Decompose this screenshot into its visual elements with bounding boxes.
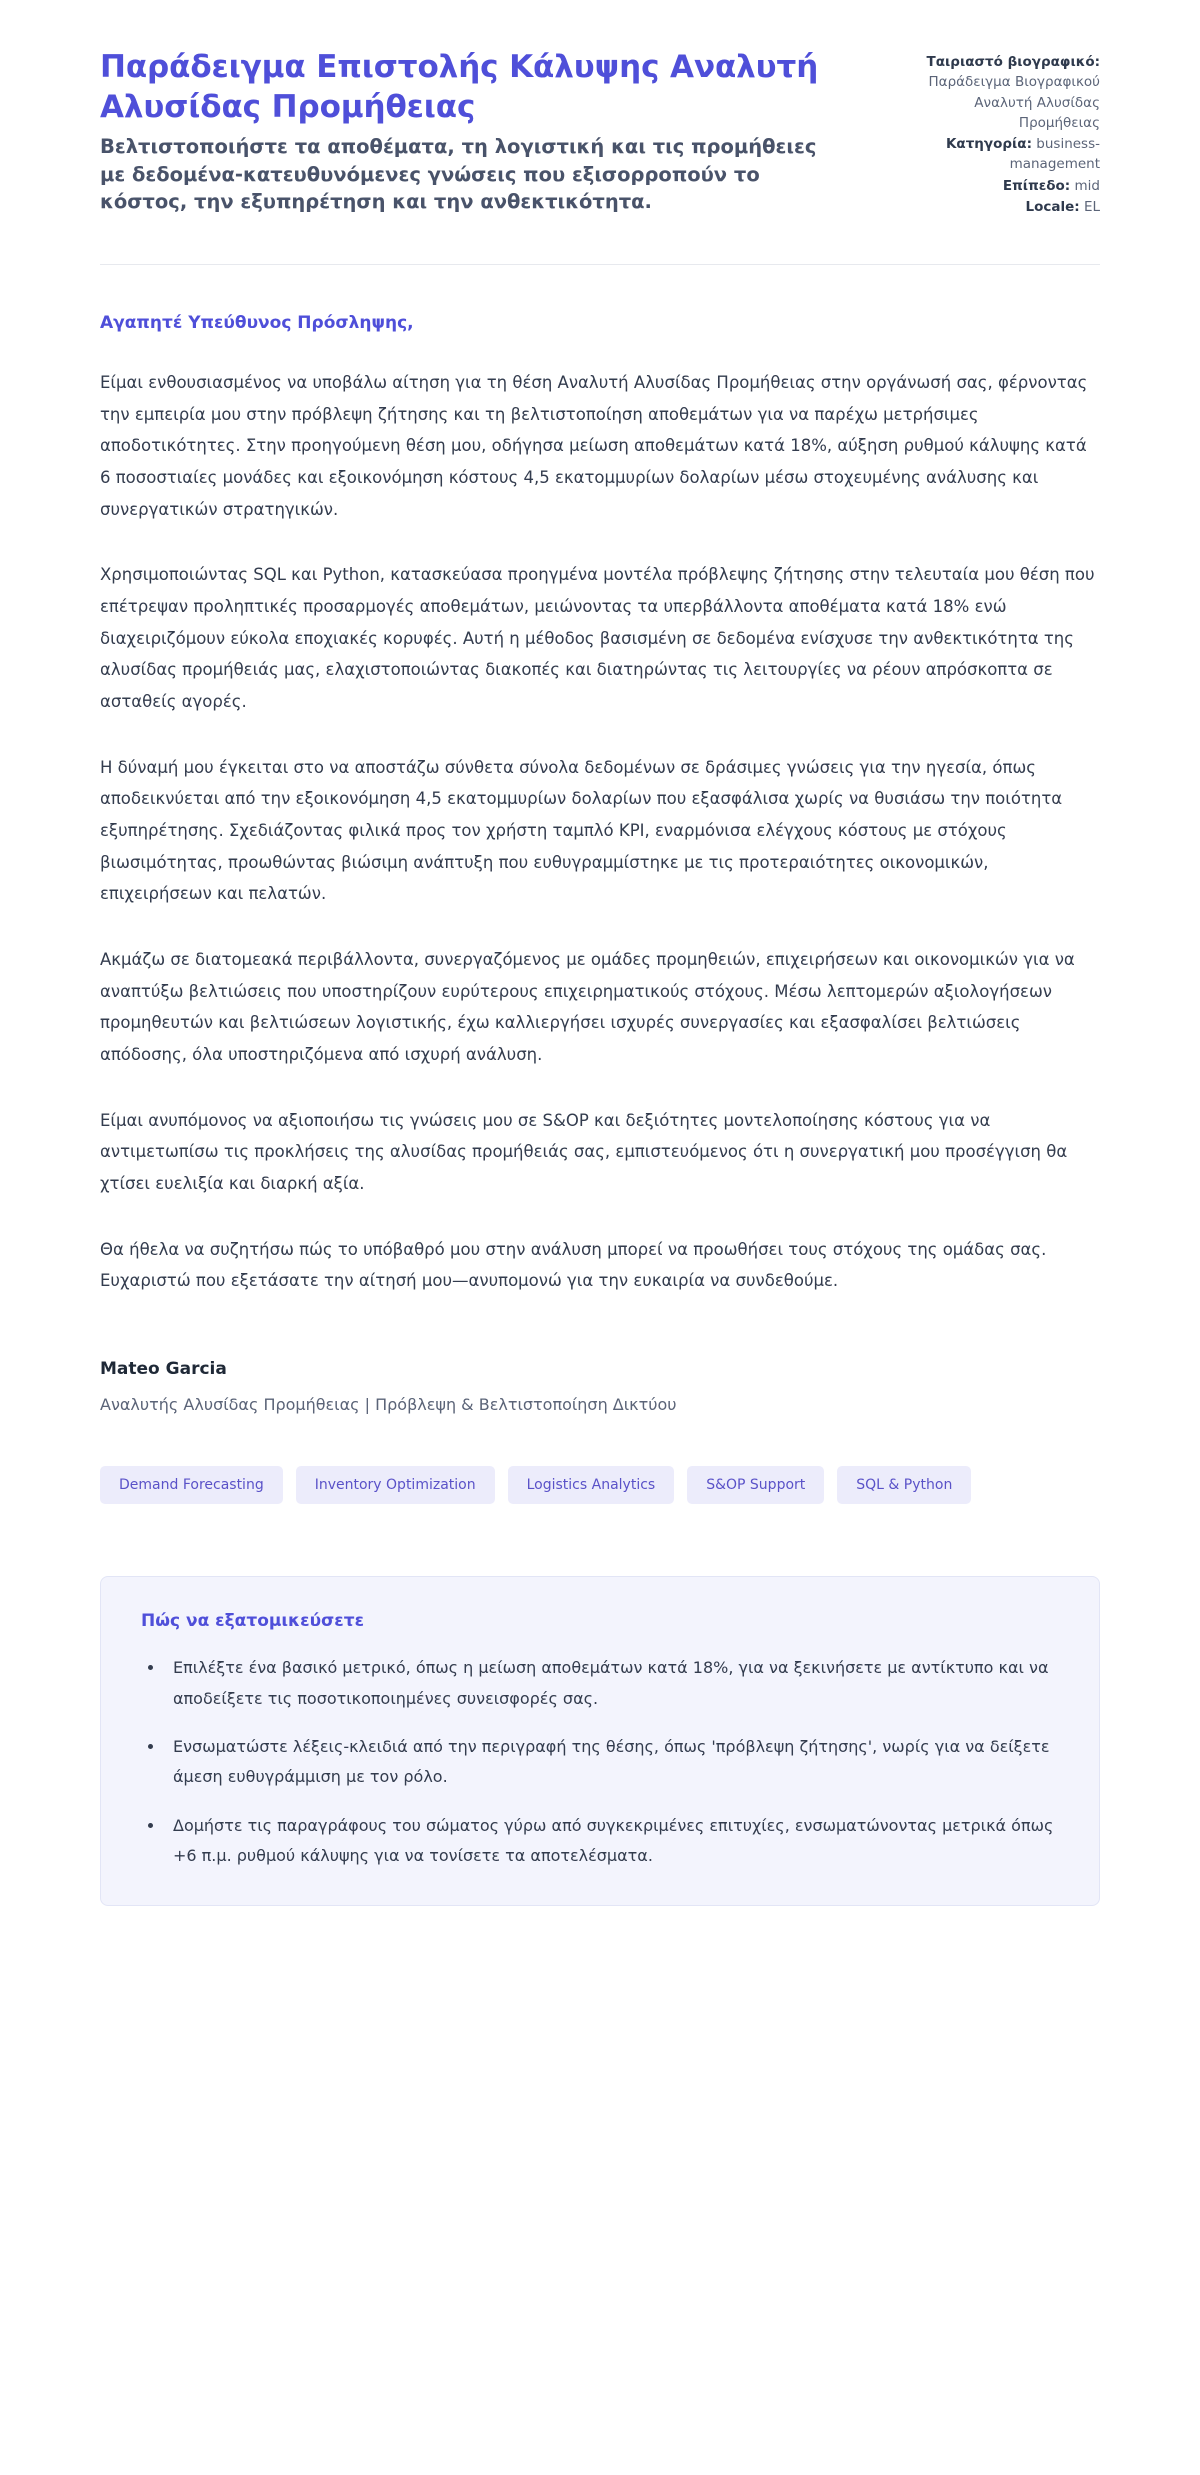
callout-tip-item: • Επιλέξτε ένα βασικό μετρικό, όπως η μείωση αποθεμάτων κατά 18%, για να ξεκινήσετε με αντίκτυπο και να αποδείξετε τις ποσοτικοποιημένες συνεισφορές σας. bbox=[165, 1653, 1059, 1714]
callout-tip-item: • Δομήστε τις παραγράφους του σώματος γύρω από συγκεκριμένες επιτυχίες, ενσωματώνοντας μετρικά όπως +6 π.μ. ρυθμού κάλυψης για να τονίσετε τα αποτελέσματα. bbox=[165, 1811, 1059, 1872]
tag-chip[interactable]: Demand Forecasting bbox=[100, 1466, 283, 1504]
tag-chip[interactable]: Inventory Optimization bbox=[296, 1466, 495, 1504]
letter-paragraph: Χρησιμοποιώντας SQL και Python, κατασκεύασα προηγμένα μοντέλα πρόβλεψης ζήτησης στην τελευταία μου θέση που επέτρεψαν προληπτικές προσαρμογές αποθεμάτων, μειώνοντας τα υπερβάλλοντα αποθέματα κατά 18% ενώ διαχειριζόμουν εύκολα εποχιακές κορυφές. Αυτή η μέθοδος βασισμένη σε δεδομένα ενίσχυσε την ανθεκτικότητα της αλυσίδας προμήθειάς μας, ελαχιστοποιώντας διακοπές και διατηρώντας τις λειτουργίες να ρέουν απρόσκοπτα σε ασταθείς αγορές. bbox=[100, 565, 1095, 712]
meta-locale-label: Locale: bbox=[1025, 198, 1080, 215]
meta-category-label: Κατηγορία: bbox=[945, 136, 1032, 152]
tag-chip[interactable]: Logistics Analytics bbox=[508, 1466, 675, 1504]
letter-paragraph: Η δύναμή μου έγκειται στο να αποστάζω σύνθετα σύνολα δεδομένων σε δράσιμες γνώσεις για την ηγεσία, όπως αποδεικνύεται από την εξοικονόμηση 4,5 εκατομμυρίων δολαρίων που εξασφάλισα χωρίς να θυσιάσω την ποιότητα εξυπηρέτησης. Σχεδιάζοντας φιλικά προς τον χρήστη ταμπλό KPI, εναρμόνισα ελέγχους κόστους με στόχους βιωσιμότητας, προωθώντας βιώσιμη ανάπτυξη που ευθυγραμμίστηκε με τις προτεραιότητες οικονομικών, επιχειρήσεων και πελατών. bbox=[100, 757, 1063, 904]
meta-matched-resume bbox=[890, 52, 1100, 133]
meta-locale-value: EL bbox=[1083, 198, 1100, 215]
letter-paragraph: Είμαι ενθουσιασμένος να υποβάλω αίτηση για τη θέση Αναλυτή Αλυσίδας Προμήθειας στην οργάνωσή σας, φέρνοντας την εμπειρία μου στην πρόβλεψη ζήτησης και τη βελτιστοποίηση αποθεμάτων για να παρέχω μετρήσιμες αποδοτικότητες. Στην προηγούμενη θέση μου, οδήγησα μείωση αποθεμάτων κατά 18%, αύξηση ρυθμού κάλυψης κατά 6 ποσοστιαίες μονάδες και εξοικονόμηση κόστους 4,5 εκατομμυρίων δολαρίων μέσω στοχευμένης ανάλυσης και συνεργατικών στρατηγικών. bbox=[100, 373, 1088, 519]
callout-tip-list bbox=[141, 1653, 1059, 1871]
meta-matched-resume-label: Ταιριαστό βιογραφικό: bbox=[926, 54, 1100, 70]
tag-list bbox=[100, 1466, 1100, 1504]
tag-chip[interactable]: S&OP Support bbox=[687, 1466, 824, 1504]
header-text-block bbox=[100, 48, 820, 215]
letter-paragraph: Ακμάζω σε διατομεακά περιβάλλοντα, συνεργαζόμενος με ομάδες προμηθειών, επιχειρήσεων και οικονομικών για να αναπτύξω βελτιώσεις που υποστηρίζουν ευρύτερους επιχειρηματικούς στόχους. Μέσω λεπτομερών αξιολογήσεων προμηθευτών και βελτιώσεων λογιστικής, έχω καλλιεργήσει ισχυρές συνεργασίες και εξασφαλίσει βελτιώσεις απόδοσης, όλα υποστηριζόμενα από ισχυρή ανάλυση. bbox=[100, 950, 1075, 1065]
signature-block bbox=[100, 1359, 1100, 1414]
meta-level-label: Επίπεδο: bbox=[1002, 177, 1071, 194]
callout-title: Πώς να εξατομικεύσετε bbox=[141, 1611, 365, 1632]
salutation: Αγαπητέ Υπεύθυνος Πρόσληψης, bbox=[100, 313, 414, 333]
tag-chip[interactable]: SQL & Python bbox=[837, 1466, 971, 1504]
meta-level-value: mid bbox=[1074, 177, 1100, 194]
callout-tip-item: • Ενσωματώστε λέξεις-κλειδιά από την περιγραφή της θέσης, όπως 'πρόβλεψη ζήτησης', νωρίς για να δείξετε άμεση ευθυγράμμιση με τον ρόλο. bbox=[165, 1732, 1059, 1793]
page-title: Παράδειγμα Επιστολής Κάλυψης Αναλυτή Αλυσίδας Προμήθειας bbox=[100, 49, 819, 125]
meta-level bbox=[890, 176, 1100, 196]
meta-matched-resume-value: Παράδειγμα Βιογραφικού Αναλυτή Αλυσίδας Προμήθειας bbox=[928, 74, 1100, 131]
letter-body bbox=[100, 265, 1100, 1906]
letter-paragraph: Είμαι ανυπόμονος να αξιοποιήσω τις γνώσεις μου σε S&OP και δεξιότητες μοντελοποίησης κόστους για να αντιμετωπίσω τις προκλήσεις της αλυσίδας προμήθειάς σας, εμπιστευόμενος ότι η συνεργατική μου προσέγγιση θα χτίσει ευελιξία και διαρκή αξία. bbox=[100, 1110, 1068, 1194]
meta-category bbox=[890, 134, 1100, 175]
signature-name: Mateo Garcia bbox=[100, 1359, 227, 1380]
document-meta bbox=[890, 48, 1100, 218]
signature-role: Αναλυτής Αλυσίδας Προμήθειας | Πρόβλεψη & Βελτιστοποίηση Δικτύου bbox=[100, 1395, 677, 1415]
letter-paragraph: Θα ήθελα να συζητήσω πώς το υπόβαθρό μου στην ανάλυση μπορεί να προωθήσει τους στόχους της ομάδας σας. Ευχαριστώ που εξετάσατε την αίτησή μου—ανυπομονώ για την ευκαιρία να συνδεθούμε. bbox=[100, 1239, 1047, 1291]
how-to-personalize-callout bbox=[100, 1576, 1100, 1906]
meta-locale bbox=[890, 197, 1100, 217]
meta-category-value: business-management bbox=[1009, 136, 1100, 173]
page-subtitle: Βελτιστοποιήστε τα αποθέματα, τη λογιστική και τις προμήθειες με δεδομένα-κατευθυνόμενες γνώσεις που εξισορροπούν το κόστος, την εξυπηρέτηση και την ανθεκτικότητα. bbox=[100, 135, 817, 213]
page-header bbox=[100, 48, 1100, 218]
